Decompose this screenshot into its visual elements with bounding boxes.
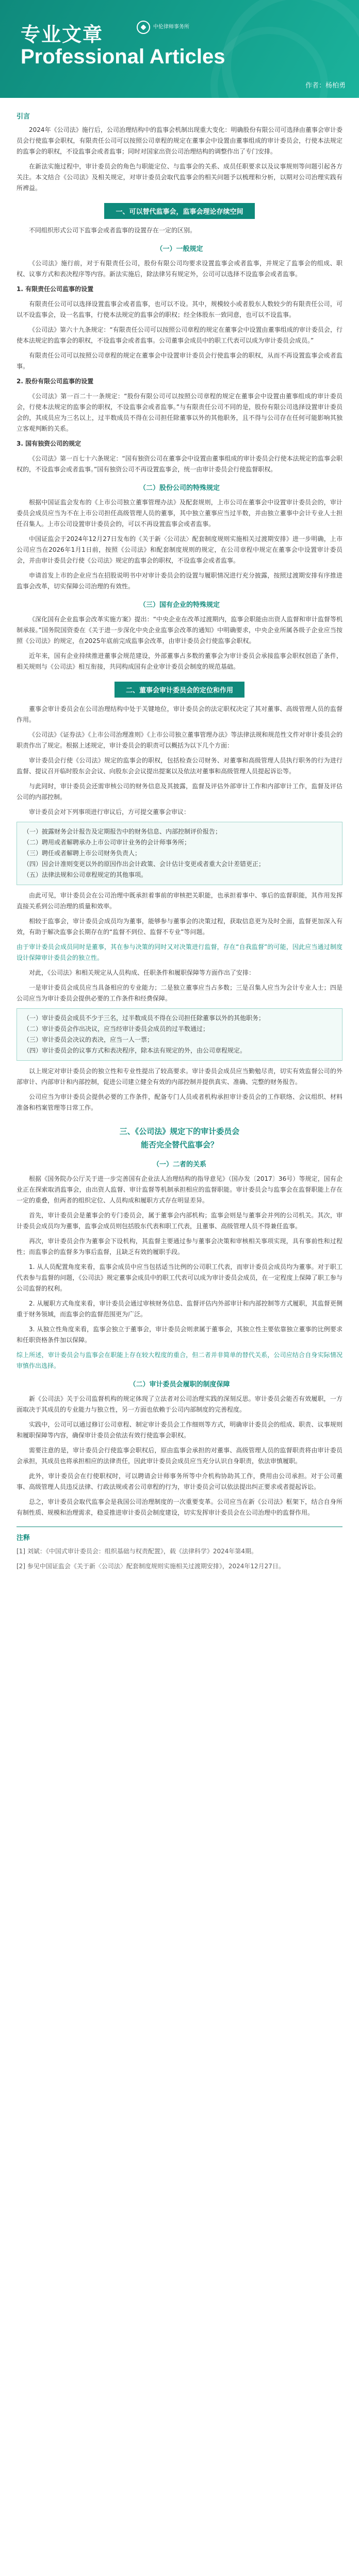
section-paragraph: 首先，审计委员会是董事会的专门委员会，属于董事会内部机构；监事会则是与董事会并列的公司机关。其次，审计委员会成员均为董事，监事会成员则包括股东代表和职工代表，且董事、高级管理人员不得兼任监事。 [17,1212,342,1230]
section-paragraph: 根据《国务院办公厅关于进一步完善国有企业法人治理结构的指导意见》（国办发〔2017〕36号）等规定，国有企业正在探索取消监事会，由出资人监督、审计监督等机制承担相应的监督职能。审计委员会与监事会在监督职能上存在一定的重叠，但两者的组织定位、人员构成和履职方式存在明显差异。 [17,1175,342,1204]
highlight-box [17,822,342,885]
section-paragraph: 有限责任公司可以选择设置监事会或者监事，也可以不设。其中，规模较小或者股东人数较少的有限责任公司，可以不设监事会，设一名监事，行使本法规定的监事会的职权；经全体股东一致同意，也可以不设监事。 [17,300,342,318]
section-heading [17,682,342,698]
section-3-title-line-2: 能否完全替代监事会？ [140,1140,218,1149]
subsection-1-1-title: （一）一般规定 [156,245,203,253]
section-paragraph: 《深化国有企业监事会改革实施方案》提出：“中央企业在改革过渡期内，监事会职能由出资人监督和审计监督等机制承接。”国务院国资委在《关于进一步深化中央企业监事会改革的通知》中明确要求，中央企业所属各级子企业应当按照《公司法》的规定，在2025年底前完成监事会改革，由审计委员会行使监事会职权。 [17,616,342,645]
box-list-item: （二）聘用或者解聘承办上市公司审计业务的会计师事务所； [23,839,191,846]
section-paragraph: 公司应当为审计委员会提供必要的工作条件，配备专门人员或者机构承担审计委员会的工作联络、会议组织、材料准备和档案管理等日常工作。 [17,1093,342,1111]
box-list-item: （四）因会计准则变更以外的原因作出会计政策、会计估计变更或者重大会计差错更正； [23,860,265,868]
section-3-title [17,1125,342,1151]
box-list-item: （一）审计委员会成员不少于三名，过半数成员不得在公司担任除董事以外的其他职务； [23,1014,265,1022]
section-paragraph: 需要注意的是，审计委员会行使监事会职权后，原由监事会承担的对董事、高级管理人员的监督职责将由审计委员会承担，其成员也将承担相应的法律责任，因此审计委员会成员应当充分认识自身职责，依法审慎履职。 [17,1447,342,1465]
firm-logo-text: 中伦律师事务所 [153,24,189,30]
section-paragraph: 3. 从独立性角度来看，监事会独立于董事会，审计委员会则隶属于董事会，其独立性主要依靠独立董事的比例要求和任职资格条件加以保障。 [17,1326,342,1344]
intro-label: 引言 [17,113,30,121]
section-paragraph: 新《公司法》关于公司监督机构的规定体现了立法者对公司治理实践的深刻反思。审计委员会能否有效履职，一方面取决于其成员的专业能力与独立性，另一方面也依赖于公司内部制度的完善程度。 [17,1395,342,1413]
box-list-item: （一）披露财务会计报告及定期报告中的财务信息、内部控制评价报告； [23,828,222,835]
box-list-item: （五）法律法规和公司章程规定的其他事项。 [23,871,148,878]
note-item: [2] 参见中国证监会《关于新〈公司法〉配套制度规则实施相关过渡期安排》，2024年12月27日。 [17,1563,285,1570]
highlighted-paragraph: 由于审计委员会成员同时是董事，其在参与决策的同时又对决策进行监督，存在“自我监督”的可能，因此应当通过制度设计保障审计委员会的独立性。 [17,943,342,961]
subsection-3-2-title: （二）审计委员会履职的制度保障 [129,1381,230,1388]
intro-paragraph: 在新法实施过程中，审计委员会的角色与职能定位、与监事会的关系、成员任职要求以及议事规则等问题引起各方关注。本文结合《公司法》及相关规定，对审计委员会取代监事会的相关问题予以梳理和分析，以期对公司治理实践有所裨益。 [17,163,342,192]
section-paragraph: 相较于监事会，审计委员会成员均为董事，能够参与董事会的决策过程，获取信息更为及时全面，监督更加深入有效，有助于解决监事会长期存在的“监督不到位、监督不专业”等问题。 [17,918,342,936]
subsection-3-1-title: （一）二者的关系 [152,1161,206,1168]
section-paragraph: 由此可见，审计委员会在公司治理中既承担着事前的审核把关职能，也承担着事中、事后的监督职能，其作用发挥直接关系到公司治理的质量和效率。 [17,892,342,910]
header-title-en: Professional Articles [21,45,225,68]
box-list-item: （二）审计委员会作出决议，应当经审计委员会成员的过半数通过； [23,1025,209,1032]
section-paragraph: 《公司法》第一百二十一条规定：“股份有限公司可以按照公司章程的规定在董事会中设置由董事组成的审计委员会，行使本法规定的监事会的职权，不设监事会或者监事。”与有限责任公司不同的是，股份有限公司选择设置审计委员会的，其成员应为三名以上，过半数成员不得在公司担任除董事以外的其他职务，且不得与公司存在任何可能影响其独立客观判断的关系。 [17,393,342,432]
section-paragraph: 董事会审计委员会在公司治理结构中处于关键地位，审计委员会的法定职权决定了其对董事、高级管理人员的监督作用。 [17,705,342,723]
section-paragraph: 根据中国证监会发布的《上市公司独立董事管理办法》及配套规则，上市公司在董事会中设置审计委员会的，审计委员会成员应当为不在上市公司担任高级管理人员的董事，其中独立董事应当过半数，并由独立董事中会计专业人士担任召集人。上市公司设置审计委员会的，可以不再设置监事会或者监事。 [17,499,342,528]
intro-paragraph: 2024年《公司法》施行后，公司治理结构中的监事会机制出现重大变化：明确股份有限公司可选择由董事会审计委员会行使监事会职权，有限责任公司可以按照公司章程的规定在董事会中设置由董事组成的审计委员会，行使本法规定的监事会的职权，不设监事会或者监事；同时对国家出资公司治理结构的调整作出了专门安排。 [17,126,342,155]
section-3-title-line-1: 三、《公司法》规定下的审计委员会 [119,1127,240,1136]
notes-label: 注释 [17,1534,30,1542]
section-paragraph: 审计委员会行使《公司法》规定的监事会的职权，包括检查公司财务、对董事和高级管理人员执行职务的行为进行监督、提议召开临时股东会会议、向股东会会议提出提案以及依法对董事和高级管理人员提起诉讼等。 [17,757,342,775]
section-paragraph: 以上规定对审计委员会的独立性和专业性提出了较高要求。审计委员会成员应当勤勉尽责，切实有效监督公司的外部审计、内部审计和内部控制，促进公司建立健全有效的内部控制并提供真实、准确、完整的财务报告。 [17,1067,342,1086]
section-paragraph: 与此同时，审计委员会还需审核公司的财务信息及其披露，监督及评估外部审计工作和内部审计工作，监督及评估公司的内部控制。 [17,783,342,801]
section-paragraph: 再次，审计委员会作为董事会下设机构，其监督主要通过参与董事会决策和审核相关事项实现，具有事前性和过程性；而监事会的监督多为事后监督，且缺乏有效的履职手段。 [17,1238,342,1256]
section-paragraph: 申请首发上市的企业应当在招股说明书中对审计委员会的设置与履职情况进行充分披露，按照过渡期安排有序推进监事会改革，切实保障公司治理的有效性。 [17,572,342,590]
section-paragraph: 总之，审计委员会取代监事会是我国公司治理制度的一次重要变革。公司应当在新《公司法》框架下，结合自身所有制性质、规模和治理需求，稳妥推进审计委员会制度建设，切实发挥审计委员会在公司治理中的监督作用。 [17,1498,342,1516]
section-paragraph: 2. 从履职方式角度来看，审计委员会通过审核财务信息、监督评估内外部审计和内部控制等方式履职，其监督更侧重于财务领域，而监事会的监督范围更为广泛。 [17,1300,342,1318]
section-paragraph-bold: 1. 有限责任公司监事的设置 [17,285,94,293]
box-list-item: （四）审计委员会的议事方式和表决程序，除本法有规定的外，由公司章程规定。 [23,1047,247,1054]
section-paragraph: 不同组织形式公司下监事会或者监事的设置存在一定的区别。 [29,227,197,234]
subsection-1-3-title: （三）国有企业的特殊规定 [139,601,220,609]
section-paragraph: 《公司法》《证券法》《上市公司治理准则》《上市公司独立董事管理办法》等法律法规和规范性文件对审计委员会的职责作出了规定。根据上述规定，审计委员会的职责可以概括为以下几个方面： [17,731,342,749]
section-paragraph: 中国证监会于2024年12月27日发布的《关于新〈公司法〉配套制度规则实施相关过渡期安排》进一步明确，上市公司应当在2026年1月1日前，按照《公司法》和配套制度规则的规定，在公司章程中规定在董事会中设置审计委员会，并由审计委员会行使《公司法》规定的监事会的职权，不设监事会或者监事。 [17,535,342,564]
section-paragraph: 一是审计委员会成员应当具备相应的专业能力；二是独立董事应当占多数；三是召集人应当为会计专业人士；四是公司应当为审计委员会提供必要的工作条件和经费保障。 [17,984,342,1002]
note-item: [1] 刘斌：《中国式审计委员会：组织基础与权责配置》，载《法律科学》2024年第4期。 [17,1548,257,1555]
section-1-title: 一、可以替代监事会，监事会理论存续空间 [104,203,254,219]
firm-logo [137,21,189,34]
section-2-title: 二、董事会审计委员会的定位和作用 [115,682,244,698]
author-line: 作者：杨柏勇 [305,82,346,90]
section-heading [17,203,342,219]
article-body [17,111,342,1576]
section-paragraph: 审计委员会对下列事项进行审议后，方可提交董事会审议： [29,808,190,816]
section-paragraph: 对此，《公司法》和相关规定从人员构成、任职条件和履职保障等方面作出了安排： [29,969,255,976]
article-header [0,0,359,98]
section-paragraph: 《公司法》第六十九条规定：“有限责任公司可以按照公司章程的规定在董事会中设置由董事组成的审计委员会，行使本法规定的监事会的职权，不设监事会或者监事。公司董事会成员中的职工代表可以成为审计委员会成员。” [17,326,342,344]
section-paragraph: 近年来，国有企业持续推进董事会规范建设，外部董事占多数的董事会为审计委员会承接监事会职权创造了条件，相关规则与《公司法》相互衔接，共同构成国有企业审计委员会制度的规范基础。 [17,652,342,670]
box-list-item: （三）审计委员会决议的表决，应当一人一票； [23,1036,154,1043]
section-paragraph: 有限责任公司可以按照公司章程的规定在董事会中设置审计委员会行使监事会的职权，从而不再设置监事会或者监事。 [17,352,342,370]
subsection-1-2-title: （二）股份公司的特殊规定 [139,484,220,492]
section-paragraph: 1. 从人员配置角度来看，监事会成员中应当包括适当比例的公司职工代表，而审计委员会成员均为董事。对于职工代表参与监督的问题，《公司法》规定董事会成员中的职工代表可以成为审计委员会成员，在一定程度上保障了职工参与公司监督的权利。 [17,1263,342,1292]
section-paragraph-bold: 2. 股份有限公司监事的设置 [17,378,94,385]
header-title-cn: 专业文章 [21,23,104,46]
section-paragraph-bold: 3. 国有独资公司的规定 [17,440,81,447]
section-paragraph: 《公司法》第一百七十六条规定：“国有独资公司在董事会中设置由董事组成的审计委员会行使本法规定的监事会职权的，不设监事会或者监事。”国有独资公司不再设置监事会，统一由审计委员会行使监督职权。 [17,455,342,473]
section-paragraph: 《公司法》施行前，对于有限责任公司，股份有限公司均要求设置监事会或者监事，并规定了监事会的组成、职权、议事方式和表决程序等内容。新法实施后，除法律另有规定外，公司可以选择不设监事会或者监事。 [17,260,342,278]
section-paragraph: 此外，审计委员会在行使职权时，可以聘请会计师事务所等中介机构协助其工作，费用由公司承担。对于公司董事、高级管理人员违反法律、行政法规或者公司章程的行为，审计委员会可以依法提出纠正要求或者提起诉讼。 [17,1472,342,1490]
section-paragraph: 实践中，公司可以通过修订公司章程、制定审计委员会工作细则等方式，明确审计委员会的组成、职责、议事规则和履职保障等内容，确保审计委员会依法有效行使监事会职权。 [17,1421,342,1439]
firm-logo-icon [137,21,150,34]
highlight-box [17,1008,342,1061]
highlighted-paragraph: 综上所述，审计委员会与监事会在职能上存在较大程度的重合，但二者并非简单的替代关系，公司应结合自身实际情况审慎作出选择。 [17,1351,342,1369]
box-list-item: （三）聘任或者解聘上市公司财务负责人； [23,850,141,857]
